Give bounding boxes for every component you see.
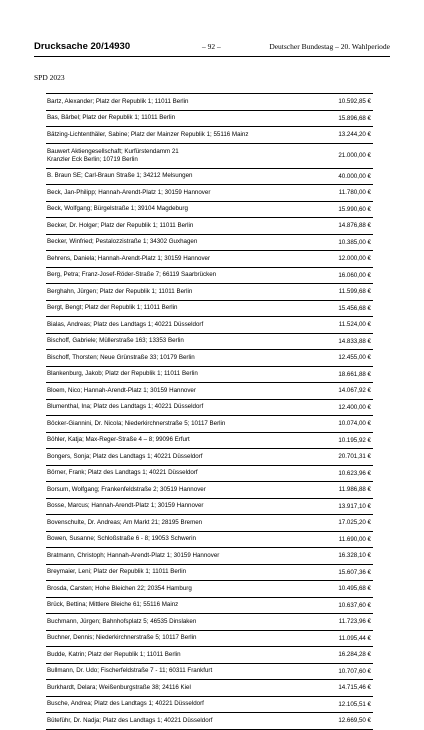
donor-name-address: Blumenthal, Ina; Platz des Landtags 1; 40221 Düsseldorf bbox=[47, 403, 204, 411]
donor-name-address: Bovenschulte, Dr. Andreas; Am Markt 21; 28195 Bremen bbox=[47, 518, 203, 526]
donation-amount: 13.917,10 € bbox=[338, 502, 371, 510]
donation-amount: 11.524,00 € bbox=[338, 321, 371, 329]
page-header bbox=[34, 41, 390, 55]
table-row bbox=[46, 284, 373, 301]
table-row bbox=[46, 664, 373, 681]
table-row bbox=[46, 301, 373, 318]
table-row bbox=[46, 433, 373, 450]
table-row bbox=[46, 416, 373, 433]
table-row bbox=[46, 218, 373, 235]
donor-name-address: Buchner, Dennis; Niederkirchnerstraße 5; 10117 Berlin bbox=[47, 634, 197, 642]
donor-name-address: Bongers, Sonja; Platz des Landtags 1; 40221 Düsseldorf bbox=[47, 452, 203, 460]
table-row bbox=[46, 268, 373, 285]
table-row bbox=[46, 466, 373, 483]
donor-name-address: Bullmann, Dr. Udo; Fischerfeldstraße 7 - 11; 60311 Frankfurt bbox=[47, 667, 213, 675]
donor-name-address: Berg, Petra; Franz-Josef-Röder-Straße 7; 66119 Saarbrücken bbox=[47, 271, 217, 279]
donation-amount: 14.833,88 € bbox=[338, 337, 371, 345]
donor-name-address: Bratmann, Christoph; Hannah-Arendt-Platz 1; 30159 Hannover bbox=[47, 551, 220, 559]
donation-amount: 12.105,51 € bbox=[338, 700, 371, 708]
donor-name-address: Blankenburg, Jakob; Platz der Republik 1; 11011 Berlin bbox=[47, 370, 198, 378]
donor-name-address: Bialas, Andreas; Platz des Landtags 1; 40221 Düsseldorf bbox=[47, 320, 204, 328]
donation-amount: 13.244,20 € bbox=[338, 131, 371, 139]
donor-name-address: Bätzing-Lichtenthäler, Sabine; Platz der Mainzer Republik 1; 55116 Mainz bbox=[47, 130, 249, 138]
donor-name-address: Berghahn, Jürgen; Platz der Republik 1; 11011 Berlin bbox=[47, 287, 193, 295]
donor-name-address: Böhler, Katja; Max-Reger-Straße 4 – 8; 99096 Erfurt bbox=[47, 436, 190, 444]
table-row bbox=[46, 449, 373, 466]
donor-name-address: Börner, Frank; Platz des Landtags 1; 40221 Düsseldorf bbox=[47, 469, 198, 477]
donation-amount: 12.000,00 € bbox=[338, 255, 371, 263]
table-row bbox=[46, 565, 373, 582]
donation-amount: 11.723,96 € bbox=[338, 618, 371, 626]
donation-amount: 15.607,36 € bbox=[338, 568, 371, 576]
table-row bbox=[46, 127, 373, 144]
donor-name-address: Behrens, Daniela; Hannah-Arendt-Platz 1; 30159 Hannover bbox=[47, 254, 211, 262]
donation-amount: 11.986,88 € bbox=[338, 486, 371, 494]
donor-name-address: Beck, Wolfgang; Bürgelstraße 1; 39104 Magdeburg bbox=[47, 205, 188, 213]
donation-amount: 10.592,85 € bbox=[338, 98, 371, 106]
table-row bbox=[46, 713, 373, 730]
table-row bbox=[46, 111, 373, 128]
donor-name-address: Bloem, Nico; Hannah-Arendt-Platz 1; 30159 Hannover bbox=[47, 386, 196, 394]
donation-amount: 14.715,46 € bbox=[338, 684, 371, 692]
donor-name-address: B. Braun SE; Carl-Braun Straße 1; 34212 Melsungen bbox=[47, 172, 193, 180]
donor-name-address: Bischoff, Thorsten; Neue Grünstraße 33; 10179 Berlin bbox=[47, 353, 195, 361]
donor-name-address: Buchmann, Jürgen; Bahnhofsplatz 5; 46535 Dinslaken bbox=[47, 617, 197, 625]
donation-amount: 16.284,28 € bbox=[338, 651, 371, 659]
table-row bbox=[46, 614, 373, 631]
donation-amount: 11.095,44 € bbox=[338, 634, 371, 642]
donation-amount: 14.876,88 € bbox=[338, 222, 371, 230]
header-rule bbox=[34, 56, 390, 57]
donor-name-address: Büteführ, Dr. Nadja; Platz des Landtags 1; 40221 Düsseldorf bbox=[47, 716, 213, 724]
donor-name-address: Böcker-Giannini, Dr. Nicola; Niederkirchnerstraße 5; 10117 Berlin bbox=[47, 419, 226, 427]
donation-amount: 12.400,00 € bbox=[338, 403, 371, 411]
table-row bbox=[46, 697, 373, 714]
donation-amount: 10.495,68 € bbox=[338, 585, 371, 593]
table-row bbox=[46, 93, 373, 111]
table-row bbox=[46, 400, 373, 417]
table-row bbox=[46, 185, 373, 202]
donation-amount: 16.328,10 € bbox=[338, 552, 371, 560]
donation-amount: 15.456,68 € bbox=[338, 304, 371, 312]
table-row bbox=[46, 383, 373, 400]
table-row bbox=[46, 631, 373, 648]
table-row bbox=[46, 680, 373, 697]
donation-amount: 15.896,68 € bbox=[338, 114, 371, 122]
donations-table bbox=[46, 93, 373, 730]
donation-amount: 14.067,92 € bbox=[338, 387, 371, 395]
donation-amount: 11.690,00 € bbox=[338, 535, 371, 543]
table-row bbox=[46, 532, 373, 549]
section-title: SPD 2023 bbox=[34, 73, 65, 82]
donation-amount: 12.669,50 € bbox=[338, 717, 371, 725]
donation-amount: 10.707,60 € bbox=[338, 667, 371, 675]
donor-name-address: Bischoff, Gabriele; Müllerstraße 163; 13353 Berlin bbox=[47, 337, 184, 345]
donor-name-address: Bergt, Bengt; Platz der Republik 1; 11011 Berlin bbox=[47, 304, 178, 312]
donation-amount: 10.195,92 € bbox=[338, 436, 371, 444]
table-row bbox=[46, 367, 373, 384]
donation-amount: 15.990,60 € bbox=[338, 205, 371, 213]
table-row bbox=[46, 317, 373, 334]
donor-name-address: Budde, Katrin; Platz der Republik 1; 11011 Berlin bbox=[47, 650, 181, 658]
donation-amount: 10.637,60 € bbox=[338, 601, 371, 609]
table-row bbox=[46, 581, 373, 598]
donation-amount: 11.599,68 € bbox=[338, 288, 371, 296]
table-row bbox=[46, 647, 373, 664]
donor-name-address: Busche, Andrea; Platz des Landtags 1; 40221 Düsseldorf bbox=[47, 700, 204, 708]
donor-name-address: Becker, Dr. Holger; Platz der Republik 1; 11011 Berlin bbox=[47, 221, 194, 229]
donation-amount: 12.455,00 € bbox=[338, 354, 371, 362]
table-row bbox=[46, 482, 373, 499]
table-row bbox=[46, 334, 373, 351]
donation-amount: 18.661,88 € bbox=[338, 370, 371, 378]
donor-name-address: Bartz, Alexander; Platz der Republik 1; 11011 Berlin bbox=[47, 97, 189, 105]
table-row bbox=[46, 251, 373, 268]
table-row bbox=[46, 202, 373, 219]
donation-amount: 21.000,00 € bbox=[338, 152, 371, 159]
table-row bbox=[46, 144, 373, 169]
page-number: – 92 – bbox=[202, 42, 221, 51]
donor-name-address: Borsum, Wolfgang; Frankenfeldstraße 2; 30519 Hannover bbox=[47, 485, 206, 493]
donor-name-address: Brück, Bettina; Mittlere Bleiche 61; 55116 Mainz bbox=[47, 601, 179, 609]
donation-amount: 16.060,00 € bbox=[338, 271, 371, 279]
donor-name-address: Bas, Bärbel; Platz der Republik 1; 11011 Berlin bbox=[47, 114, 176, 122]
donor-name-address: Burkhardt, Delara; Weißenburgstraße 38; 24116 Kiel bbox=[47, 683, 191, 691]
donation-amount: 11.780,00 € bbox=[338, 189, 371, 197]
document-number: Drucksache 20/14930 bbox=[34, 41, 131, 52]
donation-amount: 17.025,20 € bbox=[338, 519, 371, 527]
donation-amount: 10.074,00 € bbox=[338, 420, 371, 428]
donor-name-address: Brosda, Carsten; Hohe Bleichen 22; 20354 Hamburg bbox=[47, 584, 192, 592]
table-row bbox=[46, 235, 373, 252]
donor-name-address: Bauwert Aktiengesellschaft; Kurfürstendamm 21 Kranzler Eck Berlin; 10719 Berlin bbox=[47, 147, 179, 163]
donation-amount: 10.385,00 € bbox=[338, 238, 371, 246]
table-row bbox=[46, 515, 373, 532]
table-row bbox=[46, 548, 373, 565]
donation-amount: 10.623,96 € bbox=[338, 469, 371, 477]
donor-name-address: Breymaier, Leni; Platz der Republik 1; 11011 Berlin bbox=[47, 568, 187, 576]
donor-name-address: Beck, Jan-Philipp; Hannah-Arendt-Platz 1; 30159 Hannover bbox=[47, 188, 211, 196]
parliament-period: Deutscher Bundestag – 20. Wahlperiode bbox=[269, 42, 390, 51]
table-row bbox=[46, 350, 373, 367]
donor-name-address: Becker, Winfried; Pestalozzistraße 1; 34302 Guxhagen bbox=[47, 238, 198, 246]
donor-name-address: Bowen, Susanne; Schloßstraße 6 - 8; 19053 Schwerin bbox=[47, 535, 196, 543]
table-row bbox=[46, 499, 373, 516]
donation-amount: 20.701,31 € bbox=[338, 453, 371, 461]
donor-name-address: Bosse, Marcus; Hannah-Arendt-Platz 1; 30159 Hannover bbox=[47, 502, 204, 510]
table-row bbox=[46, 169, 373, 186]
donation-amount: 40.000,00 € bbox=[338, 172, 371, 180]
